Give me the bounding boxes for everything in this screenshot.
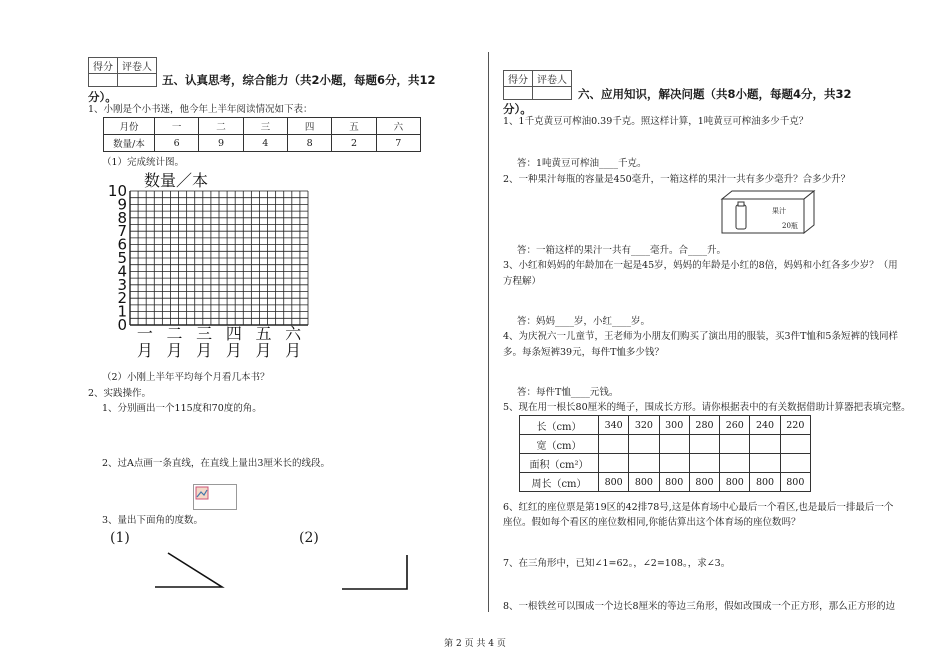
score-box-right [503, 70, 572, 100]
table-cell: 800 [689, 473, 719, 492]
x-tick-label: 五 [255, 324, 272, 343]
box-label-count: 20瓶 [782, 222, 798, 230]
table-cell [629, 454, 659, 473]
q6-7-text: 7、在三角形中，已知∠1=62。，∠2=108。，求∠3。 [503, 558, 731, 569]
table-header: 四 [287, 118, 331, 135]
q6-1-text: 1、1千克黄豆可榨油0.39千克。照这样计算，1吨黄豆可榨油多少千克？ [503, 116, 809, 127]
table-cell [750, 454, 780, 473]
x-tick-label: 一 [136, 324, 153, 343]
column-divider [488, 52, 489, 612]
y-tick-label: 8 [117, 208, 127, 227]
x-tick-label: 六 [285, 324, 302, 343]
table-header: 六 [376, 118, 420, 135]
section6-title: 六、应用知识，解决问题（共8小题，每题4分，共32 [578, 87, 852, 101]
table-cell [629, 435, 659, 454]
x-tick-label-suffix: 月 [166, 341, 183, 360]
page-footer: 第 2 页 共 4 页 [444, 639, 506, 649]
table-cell [659, 454, 689, 473]
q6-4-text: 4、为庆祝六一儿童节，王老师为小朋友们购买了演出用的服装，买3件T恤和5条短裤的钱同样 [503, 331, 898, 342]
q5-2-3-text: 3、量出下面角的度数。 [102, 515, 204, 526]
rectangle-table [519, 415, 811, 492]
section5-title-cont: 分）。 [88, 90, 117, 104]
x-tick-label-suffix: 月 [285, 341, 302, 360]
x-tick-label: 四 [225, 324, 242, 343]
q5-1-2-text: （2）小刚上半年平均每个月看几本书？ [102, 372, 270, 383]
angle2-label: (2) [299, 530, 319, 546]
table-cell: 260 [720, 416, 750, 435]
table-cell [599, 454, 629, 473]
table-cell: 220 [780, 416, 810, 435]
box-label-juice: 果汁 [772, 207, 786, 215]
score-label: 得分 [89, 58, 118, 74]
x-tick-label-suffix: 月 [225, 341, 242, 360]
q5-2-1-text: 1、分别画出一个115度和70度的角。 [102, 403, 262, 414]
table-row-label: 周长（cm） [520, 473, 599, 492]
y-tick-label: 5 [117, 249, 127, 267]
table-cell [659, 435, 689, 454]
table-cell [689, 435, 719, 454]
table-cell: 280 [689, 416, 719, 435]
score-label: 得分 [504, 71, 533, 87]
q5-2-2-text: 2、过A点画一条直线，在直线上量出3厘米长的线段。 [102, 458, 330, 469]
q5-2-text: 2、实践操作。 [88, 388, 152, 399]
q6-6-text-cont: 座位。假如每个看区的座位数相同,你能估算出这个体育场的座位数吗？ [503, 517, 801, 528]
image-icon [195, 486, 209, 500]
y-tick-label: 3 [117, 275, 127, 294]
q6-2-answer: 答：一箱这样的果汁一共有____毫升。合____升。 [517, 245, 727, 256]
x-tick-label-suffix: 月 [196, 341, 213, 360]
table-row-label: 长（cm） [520, 416, 599, 435]
table-cell: 240 [750, 416, 780, 435]
q6-3-text-cont: 方程解） [503, 276, 542, 287]
q5-1-text: 1、小刚是个小书迷，他今年上半年阅读情况如下表： [88, 104, 313, 115]
table-row-label: 数量/本 [104, 135, 155, 152]
q6-4-answer: 答：每件T恤____元钱。 [517, 387, 619, 398]
table-cell: 800 [659, 473, 689, 492]
x-tick-label: 二 [166, 324, 183, 343]
table-cell: 800 [750, 473, 780, 492]
section6-title-cont: 分）。 [503, 102, 532, 116]
y-tick-label: 7 [117, 222, 127, 241]
table-cell: 800 [780, 473, 810, 492]
table-cell [720, 454, 750, 473]
table-cell: 6 [155, 135, 199, 152]
angle1-figure [150, 550, 230, 590]
table-header: 二 [199, 118, 243, 135]
table-cell: 800 [599, 473, 629, 492]
grader-label: 评卷人 [533, 71, 572, 87]
score-box-left [88, 57, 157, 87]
table-cell [689, 454, 719, 473]
q6-4-text-cont: 多。每条短裤39元，每件T恤多少钱？ [503, 347, 664, 358]
q6-3-answer: 答：妈妈____岁，小红____岁。 [517, 316, 651, 327]
q6-2-text: 2、一种果汁每瓶的容量是450毫升，一箱这样的果汁一共有多少毫升？合多少升？ [503, 174, 851, 185]
point-a-image [193, 484, 237, 510]
table-cell: 4 [243, 135, 287, 152]
q6-5-text: 5、现在用一根长80厘米的绳子，围成长方形。请你根据表中的有关数据借助计算器把表填完整。 [503, 402, 911, 413]
q6-1-answer: 答：1吨黄豆可榨油____千克。 [517, 158, 647, 169]
table-header: 五 [332, 118, 376, 135]
bar-chart-grid [100, 170, 330, 360]
table-header: 月份 [104, 118, 155, 135]
y-tick-label: 2 [117, 289, 127, 308]
juice-box-icon [720, 189, 816, 235]
table-cell [599, 435, 629, 454]
table-cell: 2 [332, 135, 376, 152]
table-row-label: 宽（cm） [520, 435, 599, 454]
angle1-label: (1) [110, 530, 130, 546]
table-cell [780, 435, 810, 454]
y-tick-label: 9 [117, 195, 127, 214]
table-cell: 320 [629, 416, 659, 435]
table-header: 三 [243, 118, 287, 135]
table-cell [780, 454, 810, 473]
x-tick-label: 三 [196, 324, 213, 343]
q6-3-text: 3、小红和妈妈的年龄加在一起是45岁，妈妈的年龄是小红的8倍，妈妈和小红各多少岁？（用 [503, 260, 898, 271]
section5-title: 五、认真思考，综合能力（共2小题，每题6分，共12 [162, 73, 436, 87]
table-header: 一 [155, 118, 199, 135]
table-cell: 800 [629, 473, 659, 492]
table-cell [750, 435, 780, 454]
table-cell: 300 [659, 416, 689, 435]
table-cell: 8 [287, 135, 331, 152]
y-tick-label: 1 [117, 302, 127, 321]
juice-box-illustration [720, 189, 816, 235]
q5-1-1-text: （1）完成统计图。 [102, 157, 185, 168]
y-tick-label: 0 [117, 316, 127, 334]
y-tick-label: 4 [117, 262, 127, 281]
y-tick-label: 6 [117, 235, 127, 254]
grader-label: 评卷人 [118, 58, 157, 74]
y-tick-label: 10 [107, 182, 127, 200]
reading-table [103, 117, 421, 152]
x-tick-label-suffix: 月 [136, 341, 153, 360]
table-cell: 340 [599, 416, 629, 435]
q6-8-text: 8、一根铁丝可以围成一个边长8厘米的等边三角形，假如改围成一个正方形，那么正方形的边 [503, 601, 896, 612]
table-cell: 9 [199, 135, 243, 152]
table-row-label: 面积（cm²） [520, 454, 599, 473]
q6-6-text: 6、红红的座位票是第19区的42排78号,这是体育场中心最后一个看区,也是最后一排最后一个 [503, 502, 894, 513]
table-cell: 800 [720, 473, 750, 492]
table-cell [720, 435, 750, 454]
chart-title: 数量／本 [144, 171, 209, 190]
x-tick-label-suffix: 月 [255, 341, 272, 360]
table-cell: 7 [376, 135, 420, 152]
angle2-figure [340, 552, 415, 592]
